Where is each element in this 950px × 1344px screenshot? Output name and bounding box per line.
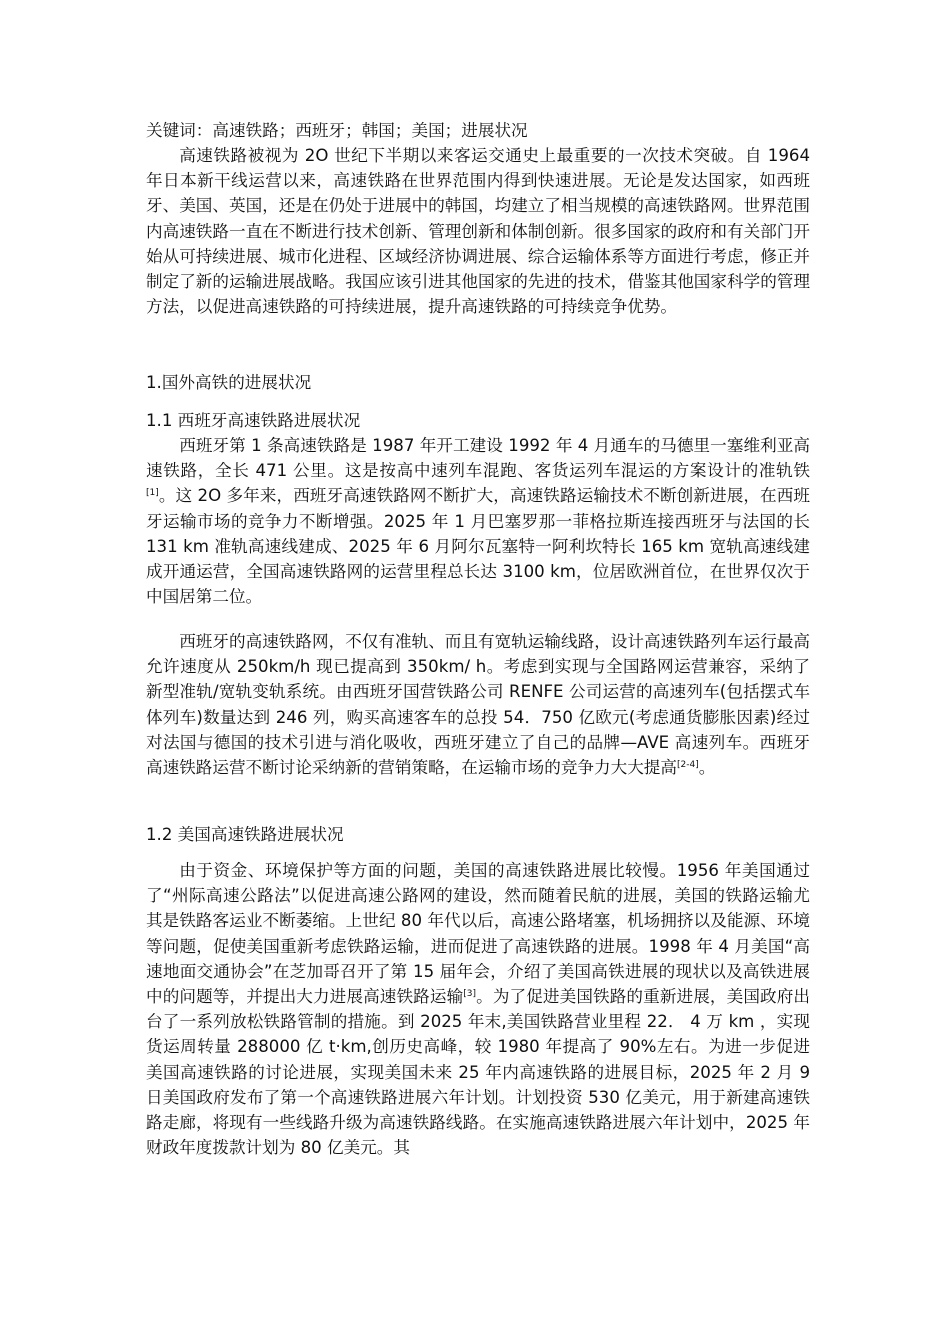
- spain-paragraph-1-text-a: 西班牙第 1 条高速铁路是 1987 年开工建设 1992 年 4 月通车的马德里一塞维利亚高速铁路，全长 471 公里。这是按高中速列车混跑、客货运列车混运的方案设计的准轨铁: [146, 436, 810, 481]
- us-paragraph-1: [146, 858, 810, 1160]
- citation-ref-3: [3]: [463, 989, 477, 1000]
- section-heading-1: 1.国外高铁的进展状况: [146, 373, 312, 392]
- section-heading-1-2: 1.2 美国高速铁路进展状况: [146, 825, 344, 844]
- us-paragraph-1-text-b: 。为了促进美国铁路的重新进展，美国政府出台了一系列放松铁路管制的措施。到 2025 年末,美国铁路营业里程 22． 4 万 km ，实现 货运周转量 288000 亿 t·km,创历史高峰，较 1980 年提高了 90%左右。为进一步促进美国高速铁路的讨论进展，实现美国未来 25 年内高速铁路的进展目标，2025 年 2 月 9 日美国政府发布了第一个高速铁路进展六年计划。计划投资 530 亿美元，用于新建高速铁路走廊，将现有一些线路升级为高速铁路线路。在实施高速铁路进展六年计划中，2025 年财政年度拨款计划为 80 亿美元。其: [146, 987, 811, 1158]
- section-heading-1-1: 1.1 西班牙高速铁路进展状况: [146, 411, 361, 430]
- spain-paragraph-2-text-a: 西班牙的高速铁路网，不仅有准轨、而且有宽轨运输线路，设计高速铁路列车运行最高允许速度从 250km/h 现已提高到 350km/ h。考虑到实现与全国路网运营兼容，采纳了新型准轨/宽轨变轨系统。由西班牙国营铁路公司 RENFE 公司运营的高速列车(包括摆式车体列车)数量达到 246 列，购买高速客车的总投 54．750 亿欧元(考虑通货膨胀因素)经过对法国与德国的技术引进与消化吸收，西班牙建立了自己的品牌—AVE 高速列车。西班牙高速铁路运营不断讨论采纳新的营销策略，在运输市场的竞争力大大提高: [146, 632, 810, 778]
- spain-paragraph-1-text-b: 。这 2O 多年来，西班牙高速铁路网不断扩大，高速铁路运输技术不断创新进展，在西班牙运输市场的竞争力不断增强。2025 年 1 月巴塞罗那一菲格拉斯连接西班牙与法国的长 131 km 准轨高速线建成、2025 年 6 月阿尔瓦塞特一阿利坎特长 165 km 宽轨高速线建成开通运营，全国高速铁路网的运营里程总长达 3100 km，位居欧洲首位，在世界仅次于中国居第二位。: [146, 486, 810, 607]
- us-paragraph-1-text-a: 由于资金、环境保护等方面的问题，美国的高速铁路进展比较慢。1956 年美国通过了“州际高速公路法”以促进高速公路网的建设，然而随着民航的进展，美国的铁路运输尤其是铁路客运业不断萎缩。上世纪 80 年代以后，高速公路堵塞，机场拥挤以及能源、环境等问题，促使美国重新考虑铁路运输，进而促进了高速铁路的进展。1998 年 4 月美国“高速地面交通协会”在芝加哥召开了第 15 届年会，介绍了美国高铁进展的现状以及高铁进展中的问题等，并提出大力进展高速铁路运输: [146, 861, 810, 1007]
- citation-ref-2-4: [2-4]: [677, 760, 699, 771]
- citation-ref-1: [1]: [146, 488, 159, 499]
- intro-paragraph: 高速铁路被视为 2O 世纪下半期以来客运交通史上最重要的一次技术突破。自 1964 年日本新干线运营以来，高速铁路在世界范围内得到快速进展。无论是发达国家，如西班牙、美国、英国，还是在仍处于进展中的韩国，均建立了相当规模的高速铁路网。世界范围内高速铁路一直在不断进行技术创新、管理创新和体制创新。很多国家的政府和有关部门开始从可持续进展、城市化进程、区域经济协调进展、综合运输体系等方面进行考虑，修正并制定了新的运输进展战略。我国应该引进其他国家的先进的技术，借鉴其他国家科学的管理方法，以促进高速铁路的可持续进展，提升高速铁路的可持续竞争优势。: [146, 146, 810, 317]
- spain-paragraph-2: [146, 629, 810, 780]
- keywords-line: 关键词：高速铁路；西班牙；韩国；美国；进展状况: [146, 121, 528, 140]
- spain-paragraph-1: [146, 433, 810, 609]
- spain-paragraph-2-text-b: 。: [698, 758, 716, 778]
